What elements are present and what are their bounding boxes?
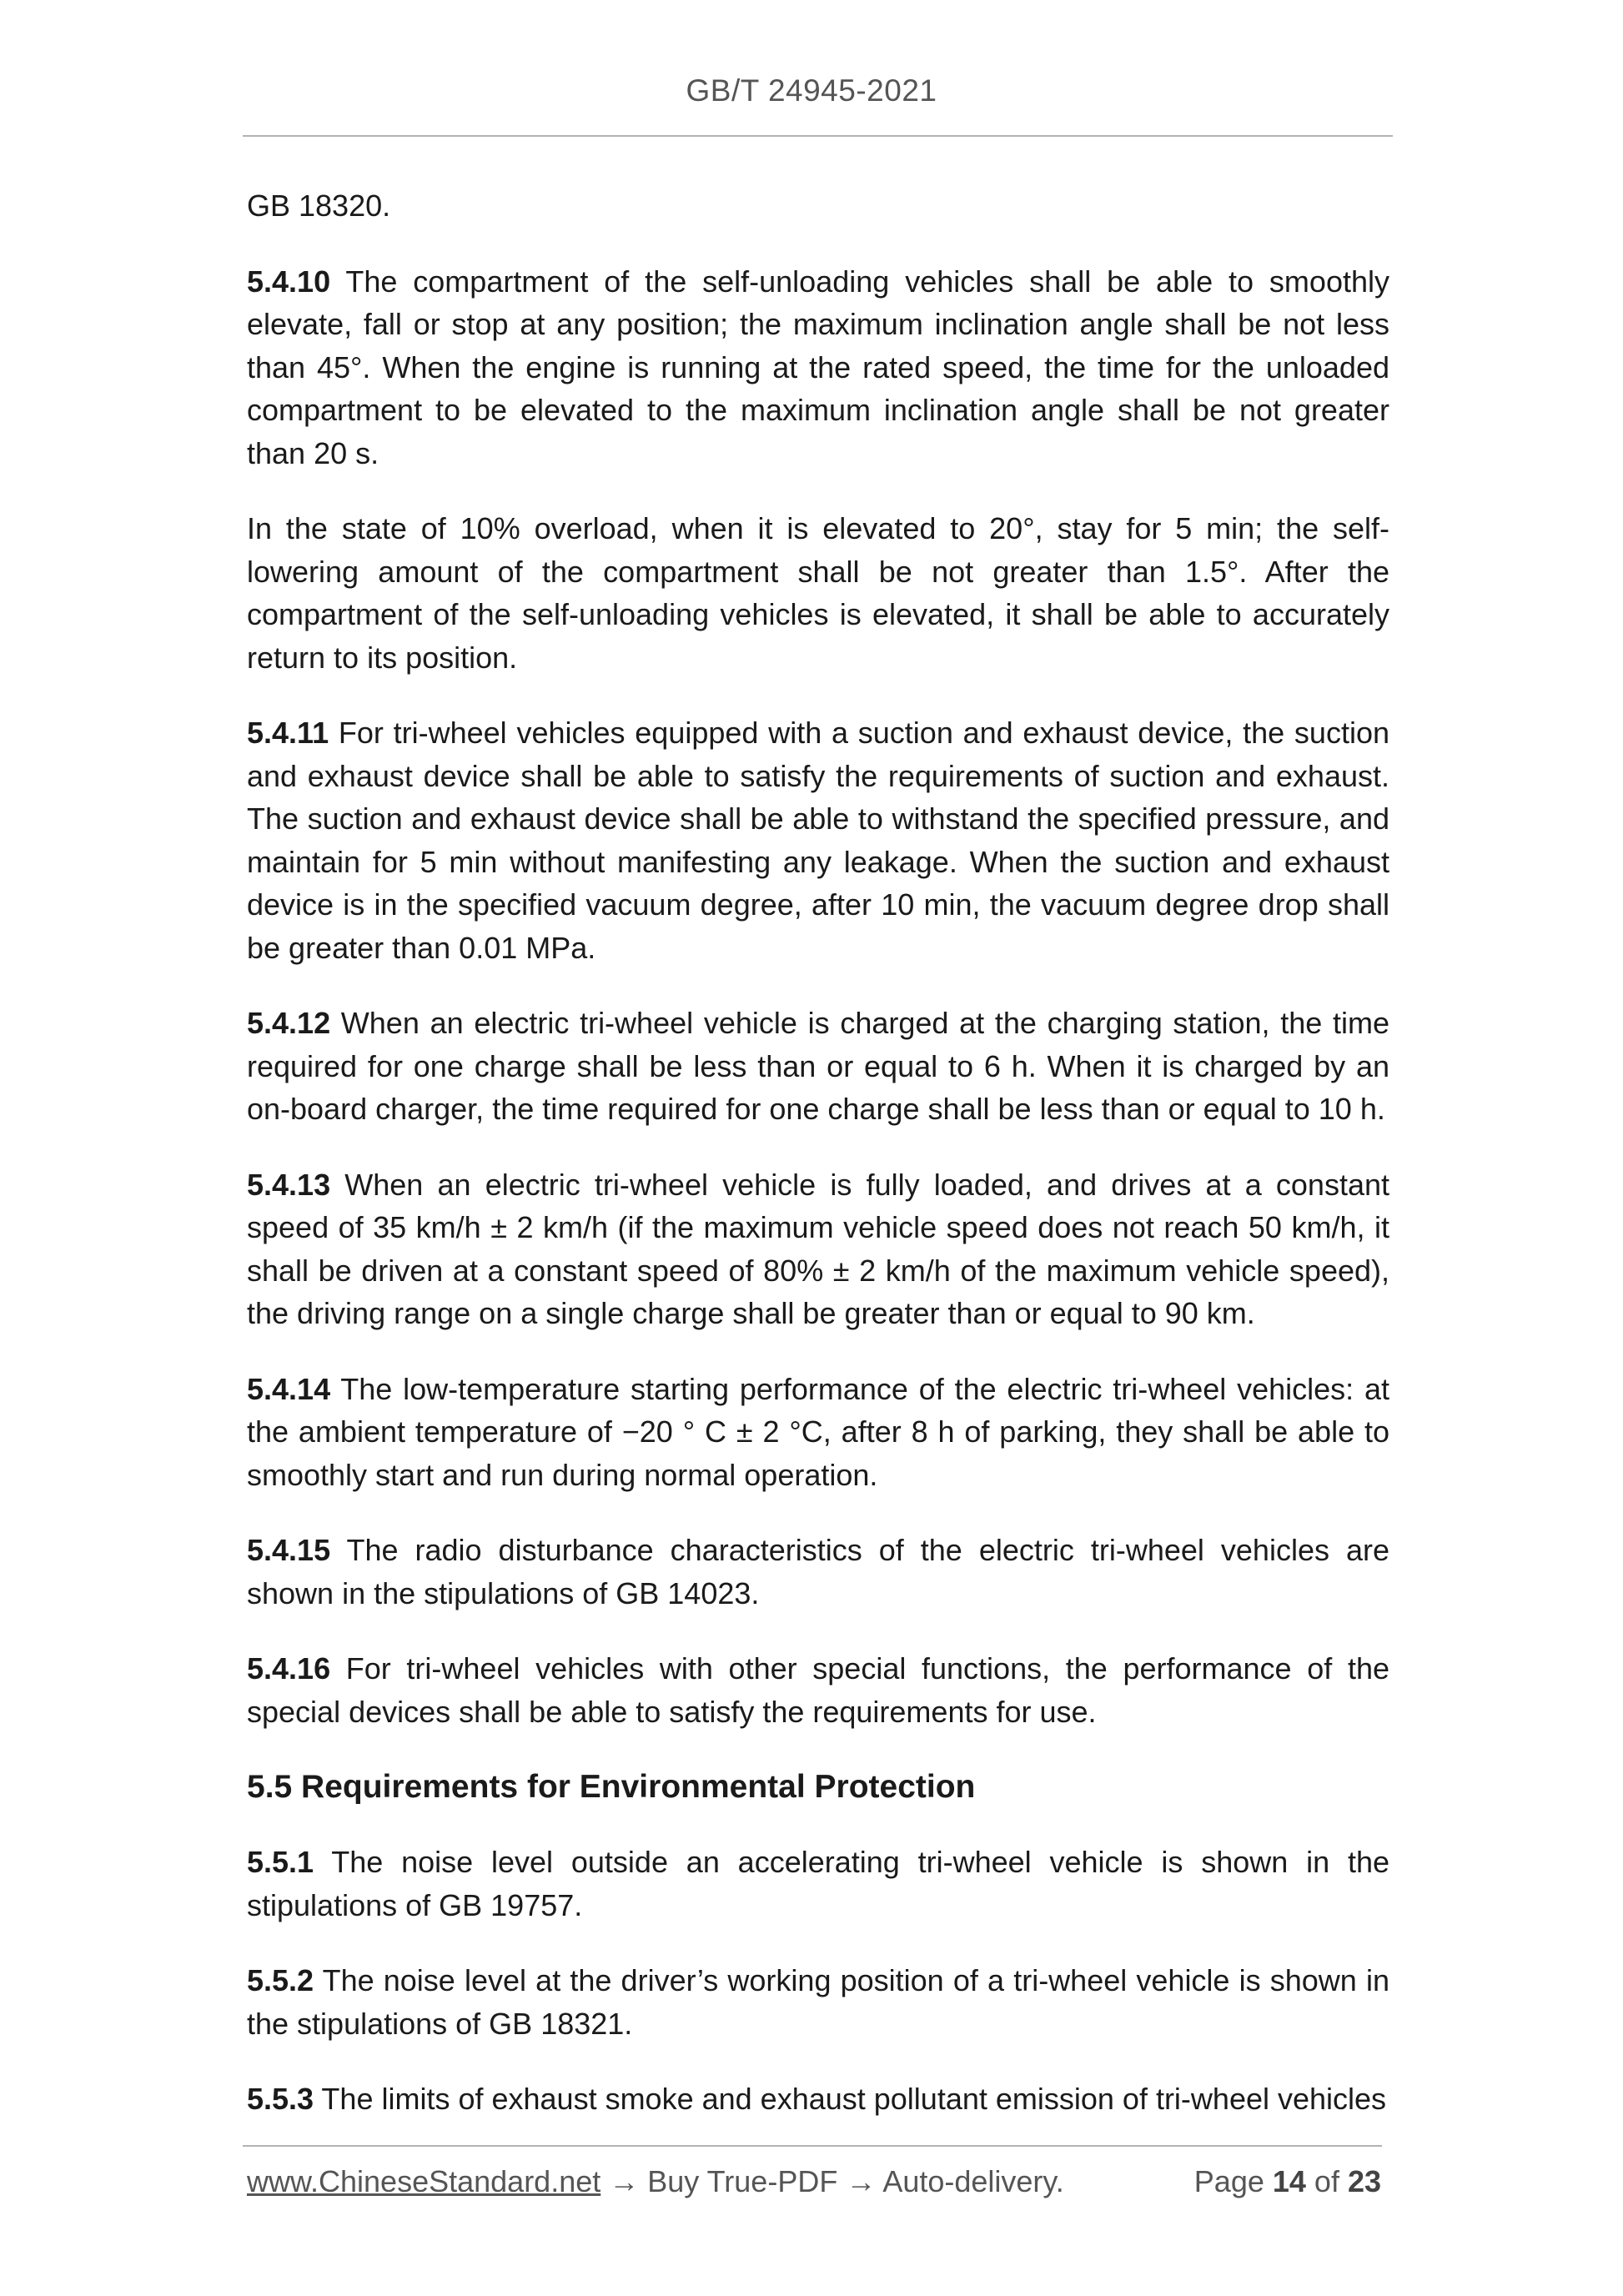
footer-divider bbox=[243, 2145, 1382, 2147]
footer-promo-text: → Buy True-PDF → Auto-delivery. bbox=[600, 2164, 1064, 2198]
clause-text: The noise level outside an accelerating tri-wheel vehicle is shown in the stipulations of GB 19757. bbox=[247, 1845, 1389, 1922]
header-divider bbox=[243, 135, 1393, 137]
clause-5-4-14 bbox=[247, 1368, 1389, 1497]
page-label: Page bbox=[1193, 2164, 1273, 2198]
clause-text: For tri-wheel vehicles equipped with a suction and exhaust device, the suction and exhaust device shall be able to satisfy the requirements of suction and exhaust. The suction and exhaust device shall be able to withstand the specified pressure, and maintain for 5 min without manifesting any leakage. When the suction and exhaust device is in the specified vacuum degree, after 10 min, the vacuum degree drop shall be greater than 0.01 MPa. bbox=[247, 716, 1389, 965]
clause-5-4-15 bbox=[247, 1529, 1389, 1615]
clause-number: 5.4.13 bbox=[247, 1167, 331, 1202]
clause-5-4-13 bbox=[247, 1163, 1389, 1335]
clause-5-5-2 bbox=[247, 1959, 1389, 2045]
clause-number: 5.4.14 bbox=[247, 1371, 331, 1406]
clause-5-4-10 bbox=[247, 260, 1389, 475]
page-indicator bbox=[1194, 2164, 1381, 2199]
document-body bbox=[247, 184, 1389, 2153]
clause-text: When an electric tri-wheel vehicle is charged at the charging station, the time required for one charge shall be less than or equal to 6 h. When it is charged by an on-board charger, the time required for one charge shall be less than or equal to 10 h. bbox=[247, 1006, 1389, 1126]
clause-text: When an electric tri-wheel vehicle is fully loaded, and drives at a constant speed of 35 km/h ± 2 km/h (if the maximum vehicle speed does not reach 50 km/h, it shall be driven at a constant speed of 80% ± 2 km/h of the maximum vehicle speed), the driving range on a single charge shall be greater than or equal to 90 km. bbox=[247, 1167, 1389, 1330]
clause-5-5-3 bbox=[247, 2077, 1389, 2121]
website-link[interactable]: www.ChineseStandard.net bbox=[247, 2164, 601, 2198]
clause-number: 5.5.2 bbox=[247, 1963, 314, 1997]
paragraph-intro: GB 18320. bbox=[247, 188, 391, 223]
clause-number: 5.4.11 bbox=[247, 716, 329, 750]
clause-5-4-10-continued: In the state of 10% overload, when it is elevated to 20°, stay for 5 min; the self-lowering amount of the compartment shall be not greater than 1.5°. After the compartment of the self-unloading vehicles is elevated, it shall be able to accurately return to its position. bbox=[247, 511, 1389, 675]
page-header-title: GB/T 24945-2021 bbox=[686, 73, 937, 108]
clause-text: For tri-wheel vehicles with other special functions, the performance of the special devices shall be able to satisfy the requirements for use. bbox=[247, 1651, 1389, 1729]
clause-text: The low-temperature starting performance of the electric tri-wheel vehicles: at the ambient temperature of −20 ° C ± 2 °C, after 8 h of parking, they shall be able to smoothly start and run during normal operation. bbox=[247, 1371, 1389, 1492]
clause-number: 5.5.3 bbox=[247, 2082, 314, 2116]
clause-number: 5.4.15 bbox=[247, 1533, 331, 1567]
clause-number: 5.4.16 bbox=[247, 1651, 331, 1686]
footer-promo bbox=[247, 2164, 1064, 2199]
clause-text: The limits of exhaust smoke and exhaust pollutant emission of tri-wheel vehicles bbox=[314, 2082, 1387, 2116]
clause-number: 5.4.10 bbox=[247, 264, 331, 299]
clause-number: 5.5.1 bbox=[247, 1845, 314, 1879]
page-total: 23 bbox=[1347, 2164, 1381, 2198]
clause-text: The compartment of the self-unloading vehicles shall be able to smoothly elevate, fall or stop at any position; the maximum inclination angle shall be not less than 45°. When the engine is running at the rated speed, the time for the unloaded compartment to be elevated to the maximum inclination angle shall be not greater than 20 s. bbox=[247, 264, 1389, 470]
clause-text: The noise level at the driver’s working position of a tri-wheel vehicle is shown in the stipulations of GB 18321. bbox=[247, 1963, 1389, 2041]
page-number: 14 bbox=[1272, 2164, 1306, 2198]
clause-number: 5.4.12 bbox=[247, 1006, 331, 1040]
section-heading-5-5: 5.5 Requirements for Environmental Protection bbox=[247, 1769, 976, 1805]
clause-text: The radio disturbance characteristics of the electric tri-wheel vehicles are shown in the stipulations of GB 14023. bbox=[247, 1533, 1389, 1610]
clause-5-4-16 bbox=[247, 1647, 1389, 1733]
of-label: of bbox=[1305, 2164, 1348, 2198]
clause-5-5-1 bbox=[247, 1841, 1389, 1927]
page-footer bbox=[247, 2164, 1381, 2206]
clause-5-4-12 bbox=[247, 1002, 1389, 1131]
clause-5-4-11 bbox=[247, 711, 1389, 969]
